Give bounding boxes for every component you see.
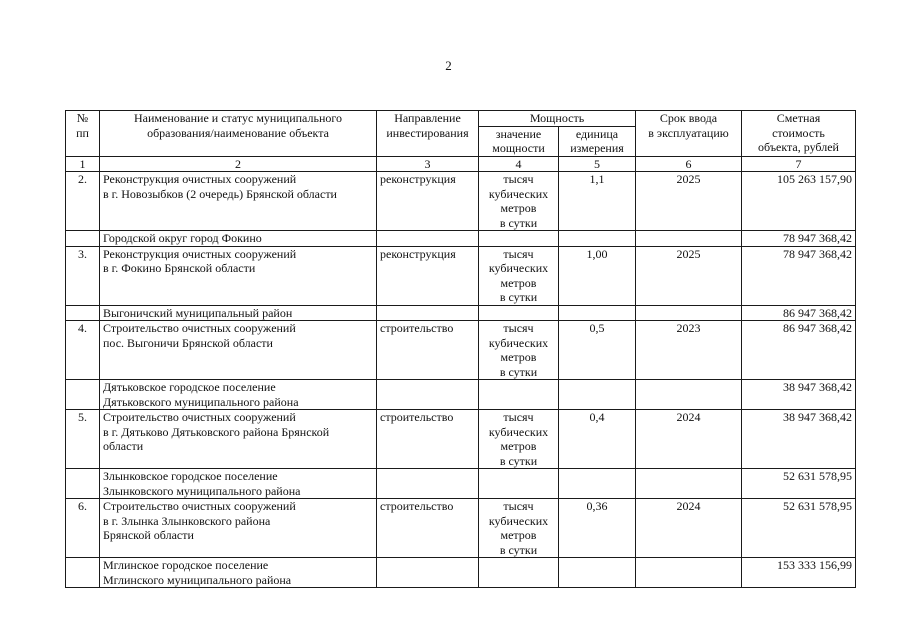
object-name: Строительство очистных сооружений в г. Злынка Злынковского района Брянской области [100,499,377,558]
commissioning-year [636,231,742,247]
object-row [66,410,856,469]
column-number-3: 3 [377,156,479,172]
commissioning-year [636,305,742,321]
row-number [66,305,100,321]
commissioning-year: 2023 [636,321,742,380]
commissioning-year: 2025 [636,246,742,305]
capacity-value: 0,36 [559,499,636,558]
commissioning-year: 2024 [636,410,742,469]
capacity-unit: тысяч кубических метров в сутки [479,172,559,231]
municipality-name: Городской округ город Фокино [100,231,377,247]
commissioning-year: 2025 [636,172,742,231]
investment-table [65,110,856,588]
row-number: 5. [66,410,100,469]
investment-direction: строительство [377,321,479,380]
capacity-value [559,380,636,410]
object-row [66,321,856,380]
estimated-cost: 78 947 368,42 [742,231,856,247]
commissioning-year [636,558,742,588]
column-number-5: 5 [559,156,636,172]
investment-direction [377,305,479,321]
estimated-cost: 52 631 578,95 [742,499,856,558]
municipality-name: Мглинское городское поселение Мглинского муниципального района [100,558,377,588]
investment-direction [377,380,479,410]
capacity-value: 1,1 [559,172,636,231]
row-number: 3. [66,246,100,305]
investment-direction: строительство [377,410,479,469]
capacity-value: 0,4 [559,410,636,469]
object-name: Строительство очистных сооружений пос. Выгоничи Брянской области [100,321,377,380]
object-row [66,172,856,231]
capacity-unit: тысяч кубических метров в сутки [479,499,559,558]
column-number-1: 1 [66,156,100,172]
municipality-row [66,469,856,499]
commissioning-year: 2024 [636,499,742,558]
capacity-unit [479,231,559,247]
municipality-name: Злынковское городское поселение Злынковского муниципального района [100,469,377,499]
row-number [66,380,100,410]
row-number [66,469,100,499]
municipality-name: Выгоничский муниципальный район [100,305,377,321]
header-capacity: Мощность [479,111,636,127]
commissioning-year [636,380,742,410]
header-direction: Направление инвестирования [377,111,479,157]
estimated-cost: 38 947 368,42 [742,380,856,410]
capacity-value [559,558,636,588]
capacity-unit [479,558,559,588]
investment-direction: реконструкция [377,246,479,305]
estimated-cost: 153 333 156,99 [742,558,856,588]
capacity-unit: тысяч кубических метров в сутки [479,321,559,380]
estimated-cost: 105 263 157,90 [742,172,856,231]
municipality-row [66,558,856,588]
object-name: Реконструкция очистных сооружений в г. Фокино Брянской области [100,246,377,305]
header-capacity-unit: единица измерения [559,126,636,156]
investment-direction: строительство [377,499,479,558]
row-number [66,558,100,588]
object-row [66,499,856,558]
estimated-cost: 52 631 578,95 [742,469,856,499]
investment-direction [377,558,479,588]
column-numbers-row [66,156,856,172]
object-name: Реконструкция очистных сооружений в г. Новозыбков (2 очередь) Брянской области [100,172,377,231]
capacity-unit [479,469,559,499]
capacity-value: 1,00 [559,246,636,305]
investment-direction [377,231,479,247]
column-number-2: 2 [100,156,377,172]
row-number: 4. [66,321,100,380]
capacity-unit: тысяч кубических метров в сутки [479,246,559,305]
municipality-row [66,231,856,247]
header-num: № пп [66,111,100,157]
capacity-value [559,469,636,499]
row-number: 6. [66,499,100,558]
capacity-value [559,231,636,247]
capacity-value [559,305,636,321]
estimated-cost: 86 947 368,42 [742,305,856,321]
header-cost: Сметная стоимость объекта, рублей [742,111,856,157]
header-term: Срок ввода в эксплуатацию [636,111,742,157]
capacity-unit [479,380,559,410]
municipality-row [66,305,856,321]
capacity-unit [479,305,559,321]
column-number-4: 4 [479,156,559,172]
investment-direction [377,469,479,499]
object-row [66,246,856,305]
column-number-7: 7 [742,156,856,172]
column-number-6: 6 [636,156,742,172]
page-number: 2 [445,58,452,73]
municipality-name: Дятьковское городское поселение Дятьковского муниципального района [100,380,377,410]
estimated-cost: 38 947 368,42 [742,410,856,469]
capacity-unit: тысяч кубических метров в сутки [479,410,559,469]
municipality-row [66,380,856,410]
row-number: 2. [66,172,100,231]
header-capacity-value: значение мощности [479,126,559,156]
row-number [66,231,100,247]
estimated-cost: 78 947 368,42 [742,246,856,305]
investment-direction: реконструкция [377,172,479,231]
object-name: Строительство очистных сооружений в г. Дятьково Дятьковского района Брянской области [100,410,377,469]
header-name: Наименование и статус муниципального образования/наименование объекта [100,111,377,157]
capacity-value: 0,5 [559,321,636,380]
commissioning-year [636,469,742,499]
estimated-cost: 86 947 368,42 [742,321,856,380]
